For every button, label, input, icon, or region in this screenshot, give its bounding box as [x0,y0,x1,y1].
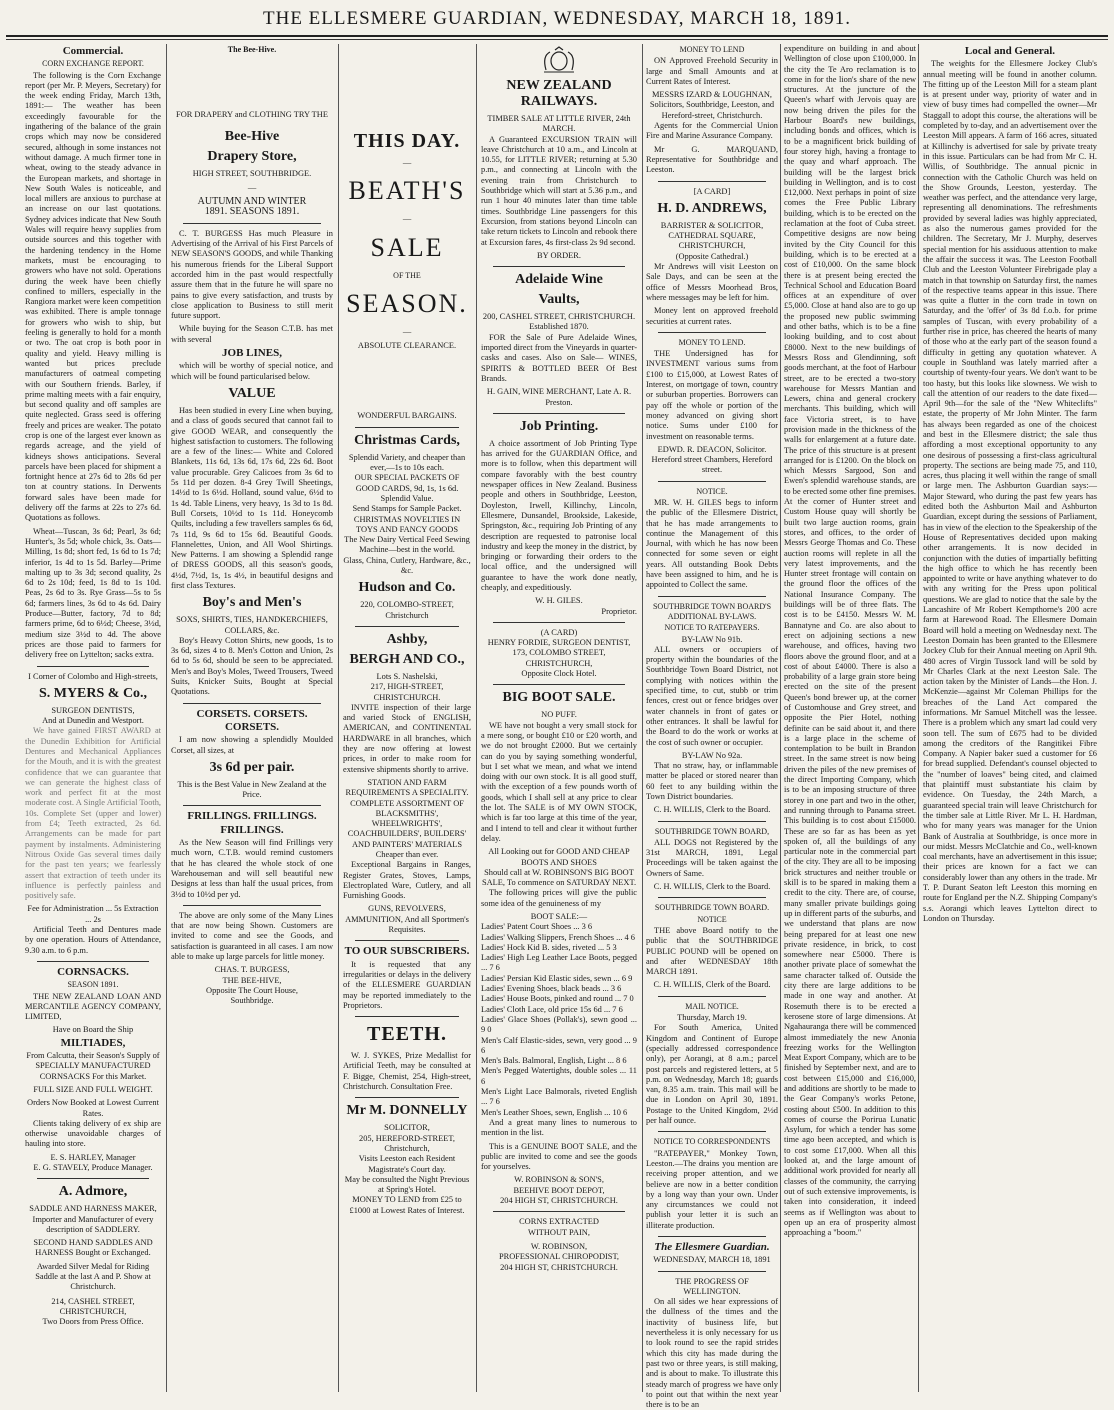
divider [183,805,321,806]
ad-body: Mr Andrews will visit Leeston on Sale Days, and can be seen at the office of Messrs Moorhead Bros, where messages may be left for him. [646,262,778,302]
ad-title: CORSETS. CORSETS. [196,707,308,720]
ad-line: Hereford street Chambers, Hereford street. [651,455,773,475]
ad-title: SEASON. [346,288,468,318]
ad-body: For South America, United Kingdom and Continent of Europe (specially addressed correspondence only), per Aorangi, at 8 a.m.; parcel post parcels and registered letters, at 5 p.m. on Wednesday, March 18; guards van, 8.35 a.m. train. This mail will be due in London on April 30, 1891. Postage to the United Kingdom, 2½d per half ounce. [646,1023,778,1126]
ad-body: It is requested that any irregularities or delays in the delivery of the ELLESMERE GUARDIAN may be reported immediately to the Proprietors. [343,959,471,1010]
price-list-item: Men's Bals. Balmoral, English, Light ... 8 6 [481,1056,627,1066]
ad-title: CORSETS. [224,720,280,733]
column-divider [780,44,781,1392]
ad-title: SOUTHBRIDGE TOWN BOARD'S ADDITIONAL BY-LAWS. [652,601,772,621]
price-list-item: Ladies' Persian Kid Elastic sides, sewn ... 6 9 [481,973,633,983]
ad-body: WE have not bought a very small stock for a mere song, or bought £10 or £20 worth, and we do not brought £2000. But we certainly can do you by saying something wonderful, but I set what we mean, and what we intend doing with our own stock. It is all good stuff, with the exception of a few pounds worth of goods, which I shall sell at any price to clear the lot. The SALE is of MY OWN STOCK, which is far too large at this time of the year, and I intend to tell and clear it without further delay. [481,720,637,843]
ad-line: HENRY FORDIE, SURGEON DENTIST, [487,638,631,648]
ad-title: A. Admore, [58,1184,128,1200]
ad-line: PROFESSIONAL CHIROPODIST, [498,1252,620,1262]
dash-ornament: — [402,214,412,224]
ad-body: Artificial Teeth and Dentures made by one operation. Hours of Attendance, 9.30 a.m. to 6 p.m. [25,925,161,955]
ad-body: This is a GENUINE BOOT SALE, and the public are invited to come and see the goods for yourselves. [481,1141,637,1172]
ad-line: SURGEON DENTISTS, [51,705,135,715]
masthead: THE ELLESMERE GUARDIAN, WEDNESDAY, MARCH 18, 1891. [263,8,851,29]
ad-title: BERGH AND CO., [349,651,465,667]
ad-line: BARRISTER & SOLICITOR, [660,220,764,230]
section-subheading: CORN EXCHANGE REPORT. [42,59,144,69]
ad-line: HIGH STREET, SOUTHBRIDGE. [192,168,312,178]
ad-line: NOTICE TO RATEPAYERS. [664,623,760,633]
ad-title: MAIL NOTICE. [685,1001,739,1011]
ad-line: Orders Now Booked at Lowest Current Rates. [27,1098,159,1118]
divider [355,1097,459,1098]
ad-line: SEASON 1891. [67,980,119,990]
ad-title: S. MYERS & Co., [38,685,148,701]
ad-title: SOUTHBRIDGE TOWN BOARD, [654,826,770,836]
ad-body: FOR the Sale of Pure Adelaide Wines, imported direct from the Vineyards in quarter-casks and cases. Also on Sale— WINES, SPIRITS & BOTTLED BEER Of Best Brands. [481,332,637,383]
divider [658,181,766,182]
ad-line: Thursday, March 19. [677,1013,747,1023]
ad-line: MONEY TO LEND from £25 to £1000 at Lowest Rates of Interest. [349,1195,465,1215]
divider [658,332,766,333]
ad-line: 214, CASHEL STREET, CHRISTCHURCH, [51,1296,135,1316]
dash-ornament: — [402,326,412,336]
ad-line: Have on Board the Ship [52,1025,134,1035]
ad-line: OUR SPECIAL PACKETS OF GOOD CARDS, 9d, 1s, 1s 6d. Splendid Value. [354,473,460,503]
ad-line: FOR DRAPERY and CLOTHING TRY THE [176,110,328,120]
article-title: THE PROGRESS OF WELLINGTON. [675,1276,749,1296]
section-heading: Local and General. [964,45,1056,57]
ad-line: The New Dairy Vertical Feed Sewing Machine—best in the world. [344,535,470,555]
ad-line: All Looking out for GOOD AND CHEAP BOOTS AND SHOES [488,847,630,867]
ad-line: (Opposite Cathedral.) [675,251,749,261]
ad-line: Should call at W. ROBINSON'S BIG BOOT SALE, To commence on SATURDAY NEXT. [481,867,637,888]
divider [658,596,766,597]
ad-line: SADDLE AND HARNESS MAKER, Importer and Manufacturer of every description of SADDLERY. [29,1204,157,1234]
ad-line: AUTUMN AND WINTER [197,196,307,208]
ad-title: NOTICE TO CORRESPONDENTS [653,1137,771,1147]
ad-title: MONEY TO LEND. [678,337,746,347]
price-list-item: Ladies' Walking Slippers, French Shoes ... 4 6 [481,932,635,942]
ad-line: CHRISTMAS NOVELTIES IN TOYS AND FANCY GOODS [353,514,461,534]
ad-line: ABSOLUTE CLEARANCE. [357,341,457,351]
column-divider [642,44,643,1392]
ad-signature: C. H. WILLIS, Clerk of the Board. [653,980,771,990]
ad-line: 200, CASHEL STREET, CHRISTCHURCH. [482,312,636,322]
price-list-item: Ladies' Evening Shoes, black beads ... 3 6 [481,984,622,994]
ad-title: VALUE [228,385,276,401]
dash-ornament: — [402,158,412,167]
divider [493,1211,625,1212]
ad-line: (A CARD) [540,627,578,637]
divider [493,684,625,685]
ad-body: A Guaranteed EXCURSION TRAIN will leave Christchurch at 10 a.m., and Lincoln at 10.55, for LITTLE RIVER; returning at 5.30 p.m., and connecting at Lincoln with the evening train from Christchurch to Southbridge which will start at 5.36 p.m., and run 1 hour 40 minutes later than time table times. Southbridge Line passengers for this Excursion, from stations beyond Lincoln can take return tickets to Lincoln and rebook there at Excursion fares, 4s first-class 2s 9d second. [481,134,637,247]
ad-line: 220, COLOMBO-STREET, Christchurch [360,600,454,620]
ad-title: Drapery Store, [207,148,297,164]
column-divider [476,44,477,1392]
ad-line: From Calcutta, their Season's Supply of SPECIALLY MANUFACTURED CORNSACKS For this Market. [26,1051,160,1081]
ad-body: Mr G. MARQUAND, Representative for Southbridge and Leeston. [646,144,778,175]
divider [355,940,459,941]
ad-signature: EDWD. R. DEACON, Solicitor. [657,444,767,454]
price-list-item: Ladies' Cloth Lace, old price 15s 6d ... 7 6 [481,1004,623,1014]
ad-line: Two Doors from Press Office. [42,1317,144,1327]
ad-signature: Southbridge. [230,996,274,1006]
ad-line: Established 1870. [529,322,589,332]
ad-body: Boy's Heavy Cotton Shirts, new goods, 1s to 3s 6d, sizes 4 to 8. Men's Cotton and Union, 2s 6d to 5s 6d, should be seen to be appreciated. Men's and Boy's Moles, Tweed Trousers, Tweed Suits, Knicker Suits, Bought at Special Quotations. [171,635,333,697]
ad-body: "RATEPAYER," Monkey Town, Leeston.—The drains you mention are receiving proper attention, and we believe are now in a better condition by a long way than your own. Under any circumstances we could not publish your letter it is such an illiterate production. [646,1148,778,1230]
divider [658,996,766,997]
ad-title: NEW ZEALAND RAILWAYS. [506,78,612,109]
ad-body: INVITE inspection of their large and varied Stock of ENGLISH, AMERICAN, and CONTINENTAL HARDWARE in all branches, which they are now offering at lowest prices, in order to make room for extensive shipments shortly to arrive. [343,702,471,774]
ad-body: which will be worthy of special notice, and which will be found particularised below. [171,361,333,381]
divider [37,666,149,667]
ad-line: GUNS, REVOLVERS, AMMUNITION, And all Sportmen's Requisites. [345,904,469,935]
divider [493,266,625,267]
editorial-masthead: The Ellesmere Guardian. [654,1240,770,1253]
ad-line: Visits Leeston each Resident Magistrate's Court day. [358,1154,456,1174]
divider [37,961,149,962]
ad-title: Christmas Cards, [354,432,460,448]
ad-line: Awarded Silver Medal for Riding Saddle at the last A and P. Show at Christchurch. [35,1261,151,1292]
ad-body: Agents for the Commercial Union Fire and Marine Assurance Company. [646,121,778,141]
ad-body: Has been studied in every Line when buying, and a class of goods secured that cannot fail to give GOOD WEAR, and consequently the highest satisfaction to customers. The following are a few of the lines:— White and Colored Blankets, 11s 6d, 13s 6d, 17s 6d, 22s 6d. Boot value procurable. Grey Calicoes from 3s 6d to 5s 11d per dozen. 8-4 Grey Twill Sheetings, 14½d to 1s 6½d. Holland, sound value, 6½d to 1s 4d. Table Linens, very heavy, 1s 3d to 1s 8d. Bull Corsets, 10½d to 1s 11d. Honeycomb Quilts, including a few travellers samples 6s 6d, 7s 11d, 9s 6d to 15s 6d. Beautiful Goods. Flannelettes, Union, and All Wool Shirtings. New Patterns. I am showing a Splendid range of DRESS GOODS, all this season's goods, 4½d, 7½d, 1s, 1s 4½, in beautiful designs and first class Textures. [171,405,333,590]
ad-body: ALL DOGS not Registered by the 31st MARCH, 1891, Legal Proceedings will be taken against the Owners of Same. [646,837,778,878]
ad-line: SOXS, SHIRTS, TIES, HANDKERCHIEFS, COLLARS, &c. [176,615,328,635]
ad-signature: W. H. GILES. [535,596,583,606]
ad-body: THE above Board notify to the public that the SOUTHBRIDGE PUBLIC POUND will be opened on and after WEDNESDAY 18th MARCH 1891. [646,925,778,977]
notices-left [646,44,778,1410]
ad-title: NOTICE. [696,486,728,496]
ad-title: THIS DAY. [353,130,461,152]
ad-line: STATION AND FARM REQUIREMENTS A SPECIALITY. [345,777,469,798]
column-divider [166,44,167,1392]
ad-title: SALE [370,232,444,262]
ad-line: Glass, China, Cutlery, Hardware, &c., &c. [343,555,471,576]
ad-body: Money lent on approved freehold securities at current rates. [646,306,778,326]
ad-body: MR. W. H. GILES begs to inform the public of the Ellesmere District, that he has made arrangements to continue the Management of this Journal, with which he has now been connected for some seven or eight years. All outstanding Book Debts have been assigned to him, and he is appointed to Collect the same. [646,497,778,590]
ad-signature: W. ROBINSON, [530,1241,588,1251]
ad-title: Job Printing. [519,418,599,434]
ad-line: This is the Best Value in New Zealand at the Price. [177,779,327,800]
ad-signature: C. H. WILLIS, Clerk to the Board. [653,805,771,815]
ad-body: And a great many lines to numerous to mention in the list. [481,1117,637,1138]
ad-line: COMPLETE ASSORTMENT OF BLACKSMITHS', WHEELWRIGHTS', COACHBUILDERS', BUILDERS' AND PAINTERS' MATERIALS Cheaper than ever. [347,798,467,859]
ad-line: And at Dunedin and Westport. [42,716,144,726]
article-body: The weights for the Ellesmere Jockey Club's annual meeting will be found in another column. The fitting up of the Leeston Mill for a steam plant is at present under way, priority of water and in view of busy times had compelled the owner—Mr Staggall to adopt this course, the alterations will be completed by to-day, and an advertisement over the Leeston Mill appears. A farm of 166 acres, situated at Killinchy is advertised for sale by private treaty in this issue. Particulars can be had from Mr C. H. Willis, of Southbridge. The annual picnic in connection with the Catholic Church was held on the Show Grounds, Leeston, yesterday. The weather was perfect, and the attendance very large, representing all denominations. The refreshments provided by several ladies was highly appreciated, as also the numerous games provided for the children. The Secretary, Mr J. Murphy, deserves special mention for his assiduous attention to make the affair the success it was. The Leeston Football Club and the Leeston Volunteer Firebrigade play a match in that township on Saturday first, the names of the respective teams appear in this issue. There was quite a flutter in the corn trade in town on Saturday, and the 'offer' of 3s 8d f.o.b. for prime samples of Tuscan, with every probability of a further rise in price, has cheered the hearts of many of those who at the early part of the season found a difficulty in getting any quotation whatever. A couple in Southland was lately married after a courtship of twenty-four years. We don't want to be too hasty, but this looks like slowness. We wish to call the attention of our readers to the date fixed—April 9th—for the sale of the "New Whiteclifts" estate, the property of Mr John Minter. The farm has always been regarded as one of the choicest and best in the Ellesmere district; the sale thus affording a most exceptional opportunity to any one desirous of possessing a first-class agricultural property. The sections are being made 75, and 110, acres, thus placing it well within the range of small or large men. The Ashburton Guardian says:—Major Steward, who during the past few years has edited both the Ashburton Mail and Ashburton Guardian, except during the sessions of Parliament, has in view of the election to the Speakership of the House of Representatives decided upon making other arrangements. It is now decided in conjunction with the duties of impartially befitting the high office to which he has recently been appointed to write or have anything whatever to do with any writing for the Press upon political questions. We are glad to notice that the sale by the Lancashire of Mr Robert Kempthorne's 200 acre farm at Harewood Road. The Ellesmere Domain Board will hold a meeting on Wednesday next. The Leeston Domain has been granted to the Ellesmere Jockey Club for their Annual meeting on April 9th. 480 acres of Virgin Tussock land will be sold by Mr Charles Clark at the next Leeston Sale. The action taken by the Minister of Lands—the Hon. J. McKenzie—against Mr Coleman Phillips for the breaches of the Land Act compared the informations. Mr Samuel Mitchell was the lessee. There is a problem which any smart lad could very soon tell. The sum of £675 had to be divided among the creditors of the Rangitikei Fibre Company. A Napier baker sued a customer for £6 for bread supplied. Defendant's counsel objected to the "number of loaves" being cited, and claimed that plaintiff must substantiate his claim by evidence. On Tuesday, the 24th March, a guaranteed special train will leave Christchurch for the timber sale at Little River. Mr L. H. Hardman, who for many years was manager for the Union Bank of Australia at Southbridge, is once more in our midst. Messrs McClatchie and Co., well-known coal merchants, have an advertisement in this issue; their prices are known for a fact we can considerably lower than any others in the trade. Mr T. P. Durant Seaton left Leeston this morning en route for England per the N.Z. Shipping Company's s.s. Aorangi which leaves Lyttelton direct to London on Thursday. [923,59,1097,923]
ad-title: Boy's and Men's [202,595,302,611]
article-body: The following is the Corn Exchange report (per Mr. P. Meyers, Secretary) for the week ending Friday, March 13th, 1891:— The weather has been exceedingly favourable for the ingathering of the balance of the grain crops which may now be considered secured, although in some instances not without damage. A much firmer tone in wheat, owing to the steady advance in the European markets, and shortage in New South Wales is noticeable, and local millers are anxious to purchase at an increase on our last quotations. Sydney advices indicate that New South Wales will require heavy supplies from outside sources and this together with the hardening tendency in the Home markets, must be encouraging to growers who have not sold. Operations during the week have been chiefly confined to millers, especially in the Rangiora market were keen competition was exhibited. There is ample tonnage for growers who wish to ship, but feeling is generally to hold for a month or two. The oat crop is both poor in quality and yield. Heavy milling is wanted but prices preclude manufacturers of oatmeal competing with our Southern friends. Barley, if prime malting meets with a fair enquiry, but second quality and off samples are quite neglected. Grass seed is offering freely and prices are weaker. The potato crop is one of the largest ever known as regards acreage, and the yield of kidneys shows anticipations. Several parcels have been placed for shipment a fortnight hence at 27s 6d to 28s 6d per ton at country stations. In Derwents forward sales have been made for delivery off the farms at 22s to 27s 6d. Quotations as follows. [25,70,161,523]
ad-signature: E. G. STAVELY, Produce Manager. [33,1162,153,1172]
ad-title: FRILLINGS. [220,823,284,836]
ad-body: A choice assortment of Job Printing Type has arrived for the GUARDIAN Office, and more is to follow, when this department will compare favorably with the best country newspaper offices in New Zealand. Business people and others in Southbridge, Leeston, Doyleston, Irwell, Killinchy, Lincoln, Ellesmere, Dunsandel, Brookside, Lakeside, Springston, &c., requiring Job Printing of any description are requested to patronise local industry and keep the money in the district, by bringing or forwarding their orders to the local office, and the undersigned will guarantee to have the work done neatly, cheaply, and expeditiously. [481,438,637,592]
ad-body: That no straw, hay, or inflammable matter be placed or stored nearer than 60 feet to any building within the Town District boundaries. [646,761,778,801]
dash-ornament: — [247,182,257,192]
ad-title: H. D. ANDREWS, [657,200,767,216]
editorial-date: WEDNESDAY, MARCH 18, 1891 [653,1255,771,1265]
ad-signature: Opposite The Court House, [206,985,298,995]
ad-line: [A CARD] [693,186,731,196]
ad-title: MONEY TO LEND [679,45,745,54]
ad-signature: CHAS. T. BURGESS, [214,965,290,975]
column-divider [918,44,919,1392]
divider [658,1131,766,1132]
divider [658,481,766,482]
divider [183,703,321,704]
article-body: expenditure on building in and about Wellington of close upon £100,000. In the city the Te Aro reclamation is to come in for the lion's share of the new structures. At the juncture of the Queen's wharf with Jervois quay are now being driven the piles for the Harbour Board's new buildings, including bonds and offices, which is to be a magnificent brick building of four storey high, having a frontage to the quay and wharf approach. The building will be the largest brick building in Wellington, and is to cost £12,000. Next perhaps in point of size comes the Free Public Library building, which is to be erected on the reclamation at the foot of Cuba street. Competitive designs are now being invited by the City Council for this building, which is to be erected at a cost of £10,000. On the same block there is at present being erected the Technical School and Education Board offices at an expenditure of over £5,000. Close at hand also are to go up the proposed new public swimming and other baths, which is to be a fine looking building, and to cost about £8000. Next to the new buildings of Messrs Ross and Glendinning, soft goods merchant, at the foot of Harbour street, are to be erected a two-story warehouse for Messrs Mantian and Lewers, china and general crockery merchants. This building, which will face Victoria street, is to have provision made in the thickness of the walls for enlargement at a future date. The price of this structure is at present arranged for is £1200. On the block on which Messrs Sargood, Son and Ewen's splendid warehouse stands, are to be erected some other fine premises. At the corner of Hunter street and Custom House quay will shortly be built two large auction rooms, grain stores, and offices, to the order of Messrs George Thomas and Co. These auction rooms will replete in all the very latest improvements, and the Hunter street frontage will contain on the ground floor the offices of the National Insurance Company. The buildings will be of three flats. The cost is to be £4150. Messrs W. M. Bannatyne and Co. are also about to erect on adjoining sections a new warehouse, and offices, having two floors above the ground floor, and at a cost of about £4000. There is also a probability of a large grain store being erected on the site of the present Queen's bond brewer up, at the corner of Customhouse and Grey street, and opposite the Pier Hotel, nothing definite can be said about it, and there is a large place in the scheme of contemplation to be built in Brandon street. In the same street is now being driven the piles of the new premises of the direct Importing Company, which is to be an imposing structure of three storey in one part and two in the other, and running through to Panama street. This building is to cost about £15000. These are so far as has been as yet spoken of, all the buildings of any particular note in the commercial part of the city. They are all to be imposing brick structures and neither trouble or skill is to be spared in making them a credit to the city. There are, of course, many smaller private buildings going up in different parts of the suburbs, and we understand that plans are now being prepared for at least one new private residence, in brick, to cost somewhere near £5000. There is another private place of somewhat the same character talked of. Outside the city there are large additions to be made in one way and another. At Rosemuth there is to be erected a kerosene store of large dimensions. At Ngahauranga there will be commenced almost immediately the new Anonia freezing works for the Wellington Meat Export Company, which are to be finished by September next, and are to cost between £15,000 and £16,000, and additions are shortly to be made to the Gear Company's works Petone, costing about £500. In addition to this comes of course the Porirua Lunatic Asylum, for which a tender has some time ago been accepted, and which is to cost some £17,000. When all this looked at, and the large amount of additional work provided for nearly all classes of the community, the carrying out of such extensive improvements, is taken into consideration, it indeed seems as if Wellington was about to open up an era of prosperity almost approaching a "boom." [784,44,916,1238]
price-list-item: Ladies' Glace Shoes (Pollak's), sewn good ... 9 0 [481,1014,637,1035]
divider [658,1271,766,1272]
price-list-item: Ladies' House Boots, pinked and round ... 7 0 [481,994,634,1004]
ad-body: I am now showing a splendidly Moulded Corset, all sizes, at [171,735,333,755]
ad-line: CATHEDRAL SQUARE, CHRISTCHURCH, [668,231,756,251]
column-railways [478,44,640,1392]
ad-line: 217, HIGH-STREET, CHRISTCHURCH. [370,682,444,702]
divider [658,1236,766,1237]
ad-body: We have gained FIRST AWARD at the Dunedin Exhibition for Artificial Dentures and Mechanical Appliances for the Mouth, and it is with the greatest confidence that we can guarantee that we can generate the highest class of work and perfect fit at the most moderate cost. A Single Artificial Tooth, 10s. Complete Set (upper and lower) from £4; Teeth extracted, 2s 6d. Arrangements can be made for part payment by instalments. Administering Nitrous Oxide Gas several times daily for the past ten years; we fearlessly assert that extraction of teeth under its influence is perfectly painless and positively safe. [25,726,161,901]
masthead-rule [6,35,1108,37]
ad-signature: C. H. WILLIS, Clerk to the Board. [653,882,771,892]
section-heading: Commercial. [62,45,124,57]
ad-line: BOOT SALE:— [530,912,588,921]
ad-line: FULL SIZE AND FULL WEIGHT. [33,1084,153,1094]
ad-title: MILTIADES, [60,1036,126,1049]
ad-line: Fee for Administration ... 5s Extraction ... 2s [27,904,159,924]
royal-crest-icon [536,46,582,74]
ad-body: Exceptional Bargains in Ranges, Register Grates, Stoves, Lamps, Electroplated Ware, Cutlery, and all Furnishing Goods. [343,860,471,901]
ad-title: Adelaide Wine [515,272,603,288]
ad-line: SOLICITOR, [384,1123,430,1133]
ad-title: Ashby, [386,631,428,647]
ad-body: As the New Season will find Frillings very much worn, C.T.B. would remind customers that he has cleared the whole stock of one Warehouseman and will sell beautiful new Designs at less than half the usual prices, from 3½d to 10½d per yd. [171,838,333,899]
ad-title: FRILLINGS. FRILLINGS. [187,810,317,823]
ad-body: While buying for the Season C.T.B. has met with several [171,324,333,344]
ad-body: ALL owners or occupiers of property within the boundaries of the Southbridge Town Board District, not complying with notices within the specified time, to cut, stubb or trim fences, crest out or fence bridges over water channels in front of gates or other entrances. It shall be lawful for the Board to do the work or works at the cost of such owner or occupier. [646,644,778,747]
ad-title: JOB LINES, [222,347,282,360]
ad-signature: W. ROBINSON & SON'S, [514,1175,604,1185]
ad-title: Bee-Hive [224,128,280,144]
divider [355,1016,459,1017]
ad-signature: Proprietor. [601,606,637,616]
ad-line: OF THE [393,270,421,280]
divider [37,1178,149,1179]
ad-signature: H. GAIN, WINE MERCHANT, Late A. R. Preston. [486,387,632,407]
ad-title: Vaults, [538,292,580,308]
divider [493,622,625,623]
divider [355,427,459,428]
divider [183,223,321,224]
ad-line: WONDERFUL BARGAINS. [357,411,457,421]
ad-line: BY-LAW No 91b. [681,634,743,644]
price-list-item: Ladies' High Leg Leather Lace Boots, pegged ... 7 6 [481,953,637,973]
ad-body: ON Approved Freehold Security in large and Small Amounts and at Current Rates of Interest. [646,56,778,86]
column-commercial [22,44,164,1392]
ad-title: TEETH. [367,1023,447,1046]
ad-line: 1891. SEASONS 1891. [204,206,300,218]
ad-body: The above are only some of the Many Lines that are now being Shown. Customers are invited to come and see the Goods, and satisfaction is guaranteed in all cases. I am now able to make up large parcels for little money. [171,910,333,961]
ad-line: Splendid Variety, and cheaper than ever,—1s to 10s each. [348,452,466,473]
ad-title: Hudson and Co. [358,580,456,596]
masthead-rule-thin [6,39,1108,40]
divider [355,626,459,627]
ad-body: Clients taking delivery of ex ship are otherwise unavoidable charges of hauling into store. [25,1118,161,1149]
ad-line: NOTICE [697,914,727,924]
column-beaths-sale [340,44,474,1392]
ad-line: Lots S. Nashelski, [376,671,438,681]
price-list-item: Ladies' Patent Court Shoes ... 3 6 [481,922,593,932]
price-list-item: Men's Pegged Watertights, double soles ... 11 6 [481,1066,637,1086]
ad-line: 204 HIGH ST, CHRISTCHURCH. [500,1262,618,1272]
column-divider [338,44,339,1392]
ad-signature: MESSRS IZARD & LOUGHNAN, Solicitors, Southbridge, Leeston, and Hereford-street, Christchurch. [649,90,775,120]
ad-line: 173, COLOMBO STREET, CHRISTCHURCH, [512,648,606,668]
ad-body: W. J. SYKES, Prize Medallist for Artificial Teeth, may be consulted at F. Bigge, Chemist, 254, High-street, Christchurch. Consultation Free. [343,1051,471,1092]
ad-signature: E. S. HARLEY, Manager [50,1152,136,1162]
ad-line: TIMBER SALE AT LITTLE RIVER, 24th MARCH. [487,114,631,134]
section-heading: The Bee-Hive. [227,45,277,54]
ad-line: BY-LAW No 92a. [681,750,743,760]
ad-body: The following prices will give the public some idea of the genuineness of my [481,888,637,908]
column-local-general [920,44,1100,1392]
ad-title: CORNS EXTRACTED [519,1217,599,1227]
ad-signature: THE BEE-HIVE, [222,975,282,985]
ad-body: C. T. BURGESS Has much Pleasure in Advertising of the Arrival of his First Parcels of NEW SEASON'S GOODS, and while Thanking his numerous friends for the Liberal Support accorded him in the past would respectfully assure them that in the future he will spare no pains to give every satisfaction, and trusts by close application to Business to still merit future support. [171,228,333,321]
price-list-item: Ladies' Hock Kid B. sides, riveted ... 5 3 [481,942,617,952]
price-list-item: Men's Light Lace Balmorals, riveted English ... 7 6 [481,1087,637,1107]
ad-line: May be consulted the Night Previous at Spring's Hotel. [344,1174,470,1195]
price-list-item: Men's Calf Elastic-sides, sewn, very good ... 9 6 [481,1035,637,1055]
divider [183,905,321,906]
ad-line: I Corner of Colombo and High-streets, [28,671,158,681]
article-body: On all sides we hear expressions of the dullness of the times and the inactivity of business life, but nevertheless it is only necessary for us to look round to see the rapid strides which this city has made during the past two or three years, is still making, and is about to make. To illustrate this steady march of progress we have only to point out that within the next year there is to be an [646,1297,778,1410]
ad-line: 205, HEREFORD-STREET, Christchurch, [359,1133,455,1153]
ad-line: Send Stamps for Sample Packet. [352,504,462,514]
notices-right [784,44,916,1392]
divider [493,413,625,414]
ad-title: Mr M. DONNELLY [346,1103,468,1119]
ad-body: THE Undersigned has for INVESTMENT various sums from £100 to £15,000, at Lowest Rates of Interest, on mortgage of town, country or suburban properties. Borrowers can pay off the whole or portion of the money advanced on giving short notice. Sums under £100 for investment on reasonable terms. [646,349,778,441]
ad-price: 3s 6d per pair. [209,759,295,775]
divider [658,897,766,898]
ad-signature: BY ORDER. [537,250,581,260]
ad-line: SECOND HAND SADDLES AND HARNESS Bought or Exchanged. [33,1238,153,1258]
ad-title: TO OUR SUBSCRIBERS. [344,945,470,958]
ad-title: BIG BOOT SALE. [502,690,616,706]
price-list: Wheat—Tuscan, 3s 6d; Pearl, 3s 6d; Hunter's, 3s 5d; whole chick, 3s. Oats—Milling, 1s 8d; short fed, 1s 6d to 1s 7d; inferior, 1s 4d to 1s 5d. Barley—Prime malting up to 3s 3d; second quality, 2s 6d to 2s 10d; feed, 1s 8d to 1s 10d. Peas, 2s 6d to 3s. Rye Grass—5s to 5s 6d; farmers lines, 3s 6d to 4s 6d. Dairy Produce—Butter, factory, 7d to 8d; farmers prime, 6d to 6½d; Cheese, 3½d, medium size 3½d to 4d. The above prices are those paid to farmers for delivery free on Lyttelton; sacks extra. [25,526,161,660]
column-beehive [168,44,336,1392]
ad-signature: 204 HIGH ST, CHRISTCHURCH. [500,1196,618,1206]
ad-title: CORNSACKS. [57,965,129,978]
price-list-item: Men's Leather Shoes, sewn, English ... 10 6 [481,1107,628,1117]
ad-title: SOUTHBRIDGE TOWN BOARD. [654,903,770,913]
ad-line: WITHOUT PAIN, [528,1227,590,1237]
ad-body: THE NEW ZEALAND LOAN AND MERCANTILE AGENCY COMPANY, LIMITED, [25,991,161,1022]
ad-line: NO PUFF. [541,710,577,720]
ad-line: Opposite Clock Hotel. [521,669,597,679]
divider [658,821,766,822]
price-list [481,922,637,1118]
column-notices [644,44,916,1410]
ad-title: BEATH'S [348,176,466,206]
ad-signature: BEEHIVE BOOT DEPOT, [513,1185,605,1195]
